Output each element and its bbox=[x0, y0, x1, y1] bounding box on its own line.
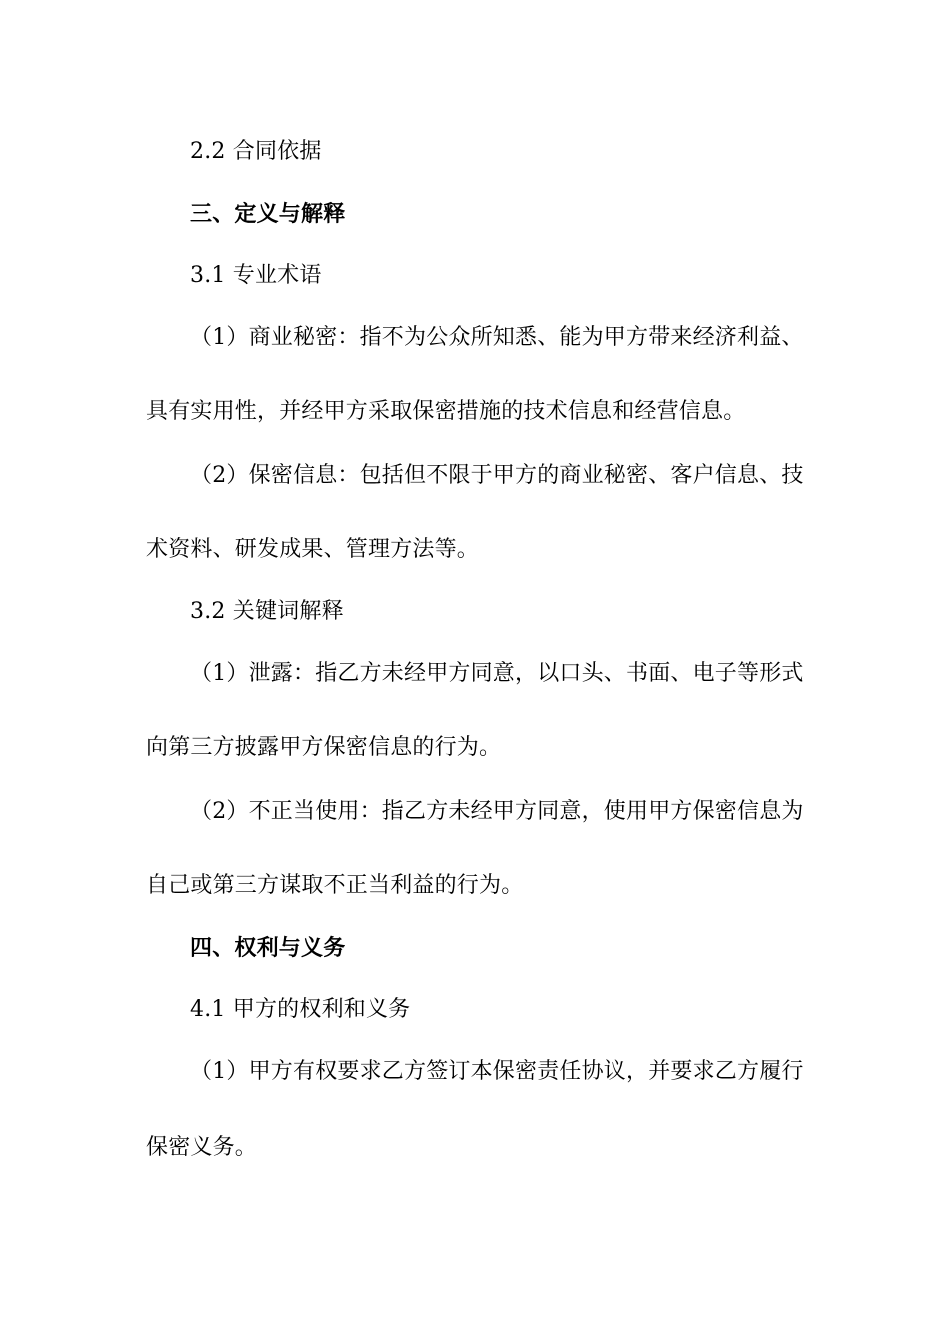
paragraph-line: 具有实用性，并经甲方采取保密措施的技术信息和经营信息。 bbox=[146, 399, 746, 424]
paragraph-line: （1）泄露：指乙方未经甲方同意，以口头、书面、电子等形式 bbox=[190, 661, 804, 686]
subsection-heading-3-1: 3.1 专业术语 bbox=[190, 263, 322, 288]
paragraph-line: 自己或第三方谋取不正当利益的行为。 bbox=[146, 873, 524, 898]
paragraph-line: （1）商业秘密：指不为公众所知悉、能为甲方带来经济利益、 bbox=[190, 325, 804, 350]
paragraph-line: （2）不正当使用：指乙方未经甲方同意，使用甲方保密信息为 bbox=[190, 799, 804, 824]
paragraph-line: 保密义务。 bbox=[146, 1135, 258, 1160]
section-heading-4: 四、权利与义务 bbox=[190, 935, 346, 961]
subsection-heading-3-2: 3.2 关键词解释 bbox=[190, 599, 344, 624]
paragraph-line: （2）保密信息：包括但不限于甲方的商业秘密、客户信息、技 bbox=[190, 463, 804, 488]
subsection-heading-2-2: 2.2 合同依据 bbox=[190, 139, 322, 164]
subsection-heading-4-1: 4.1 甲方的权利和义务 bbox=[190, 997, 411, 1022]
paragraph-line: 术资料、研发成果、管理方法等。 bbox=[146, 537, 480, 562]
paragraph-line: （1）甲方有权要求乙方签订本保密责任协议，并要求乙方履行 bbox=[190, 1059, 804, 1084]
section-heading-3: 三、定义与解释 bbox=[190, 201, 346, 227]
paragraph-line: 向第三方披露甲方保密信息的行为。 bbox=[146, 735, 502, 760]
